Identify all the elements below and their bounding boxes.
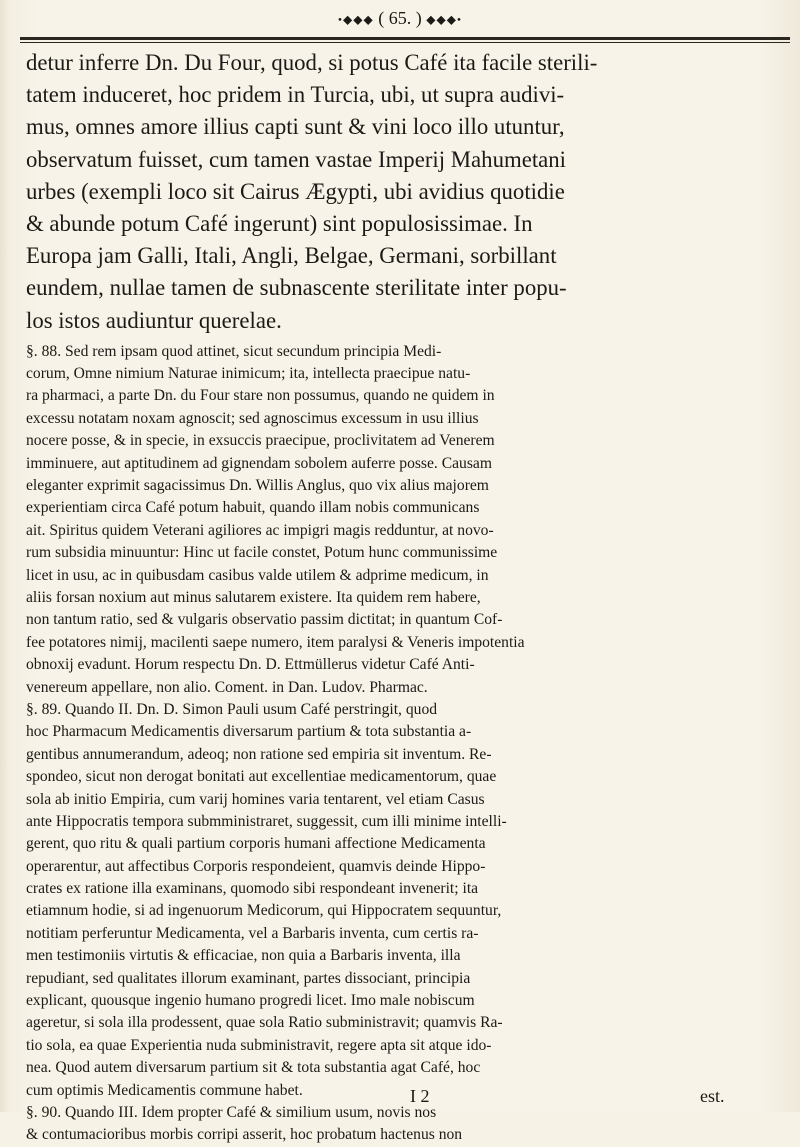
text-line: eleganter exprimit sagacissimus Dn. Willis Anglus, quo vix alius majorem <box>26 477 489 495</box>
text-line: repudiant, sed qualitates illorum examinant, partes dissociant, principia <box>26 969 471 987</box>
numbered-sections <box>26 341 784 1147</box>
page-footer <box>0 1086 800 1110</box>
text-line: observatum fuisset, cum tamen vastae Imperij Mahumetani <box>26 146 567 172</box>
text-line: licet in usu, ac in quibusdam casibus valde utilem & adprime medicum, in <box>26 566 489 584</box>
text-line: eundem, nullae tamen de subnascente sterilitate inter popu- <box>26 275 567 301</box>
text-line: los istos audiuntur querelae. <box>26 307 282 333</box>
page-number: ( 65. ) <box>378 8 422 28</box>
text-line: gerent, quo ritu & quali partium corporis humani affectione Medicamenta <box>26 835 486 853</box>
text-line: ait. Spiritus quidem Veterani agiliores ac impigri magis redduntur, at novo- <box>26 521 494 539</box>
signature-mark: I 2 <box>410 1086 430 1106</box>
text-line: ageretur, si sola illa prodessent, quae sola Ratio subministravit; quamvis Ra- <box>26 1014 503 1032</box>
text-line: men testimoniis virtutis & efficaciae, non quia a Barbaris inventa, illa <box>26 947 461 965</box>
text-line: nocere posse, & in specie, in exsuccis praecipue, proclivitatem ad Venerem <box>26 432 495 450</box>
text-line: fee potatores nimij, macilenti saepe numero, item paralysi & Veneris impotentia <box>26 633 525 651</box>
text-line: obnoxij evadunt. Horum respectu Dn. D. Ettmüllerus videtur Café Anti- <box>26 656 475 674</box>
text-line: tatem induceret, hoc pridem in Turcia, ubi, ut supra audivi- <box>26 82 565 108</box>
main-paragraph <box>26 47 784 337</box>
text-line: §. 90. Quando III. Idem propter Café & similium usum, novis nos <box>26 1103 437 1121</box>
text-line: gentibus annumerandum, adeoq; non ratione sed empiria sit inventum. Re- <box>26 745 492 763</box>
text-line: Europa jam Galli, Itali, Angli, Belgae, Germani, sorbillant <box>26 243 557 269</box>
text-line: venereum appellare, non alio. Coment. in Dan. Ludov. Pharmac. <box>26 678 428 696</box>
ornament-left: •◆◆◆ <box>337 12 374 27</box>
text-line: ante Hippocratis tempora submministraret, suggessit, cum illi minime intelli- <box>26 812 507 830</box>
text-line: operarentur, aut affectibus Corporis respondeient, quamvis deinde Hippo- <box>26 857 486 875</box>
text-line: hoc Pharmacum Medicamentis diversarum partium & tota substantia a- <box>26 723 472 741</box>
text-line: non tantum ratio, sed & vulgaris observatio passim dictitat; in quantum Cof- <box>26 611 503 629</box>
text-line: urbes (exempli loco sit Cairus Ægypti, ubi avidius quotidie <box>26 178 565 204</box>
text-line: & abunde potum Café ingerunt) sint populosissimae. In <box>26 210 533 236</box>
text-line: rum subsidia minuuntur: Hinc ut facile constet, Potum hunc communissime <box>26 544 498 562</box>
text-line: notitiam perferuntur Medicamenta, vel a Barbaris inventa, cum certis ra- <box>26 924 479 942</box>
header-rule-thin <box>20 42 790 43</box>
text-line: detur inferre Dn. Du Four, quod, si potus Café ita facile sterili- <box>26 50 598 75</box>
text-line: spondeo, sicut non derogat bonitati aut excellentiae medicamentorum, quae <box>26 768 497 786</box>
text-line: etiamnum hodie, si ad ingenuorum Medicorum, qui Hippocratem sequuntur, <box>26 902 502 920</box>
text-line: sola ab initio Empiria, cum varij homines varia tentarent, vel etiam Casus <box>26 790 485 808</box>
ornament-right: ◆◆◆• <box>426 12 463 27</box>
text-line: excessu notatam noxam agnoscit; sed agnoscimus excessum in usu illius <box>26 409 479 427</box>
text-line: cum optimis Medicamentis commune habet. <box>26 1081 303 1099</box>
text-line: mus, omnes amore illius capti sunt & vini loco illo utuntur, <box>26 114 565 140</box>
text-line: aliis forsan noxium aut minus salutarem existere. Ita quidem rem habere, <box>26 588 481 606</box>
text-line: imminuere, aut aptitudinem ad gignendam sobolem auferre posse. Causam <box>26 454 492 472</box>
text-line: nea. Quod autem diversarum partium sit & tota substantia agat Café, hoc <box>26 1059 481 1077</box>
text-line: corum, Omne nimium Naturae inimicum; ita, intellecta praecipue natu- <box>26 365 471 383</box>
text-line: explicant, quousque ingenio humano progredi licet. Imo male nobiscum <box>26 992 475 1010</box>
text-line: tio sola, ea quae Experientia nuda subministravit, regere apta sit atque ido- <box>26 1036 492 1054</box>
header-rule-thick <box>20 37 790 40</box>
text-line: experientiam circa Café potum habuit, quando illam nobis communicans <box>26 499 480 517</box>
text-line: crates ex ratione illa examinans, quomodo sibi respondeant invenerit; ita <box>26 880 479 898</box>
text-line: §. 88. Sed rem ipsam quod attinet, sicut secundum principia Medi- <box>26 342 442 360</box>
page-header <box>0 8 800 36</box>
text-line: ra pharmaci, a parte Dn. du Four stare non possumus, quando ne quidem in <box>26 387 495 405</box>
catchword: est. <box>700 1086 725 1106</box>
text-line: §. 89. Quando II. Dn. D. Simon Pauli usum Café perstringit, quod <box>26 700 438 718</box>
body-text <box>26 47 784 1147</box>
text-line: & contumacioribus morbis corripi asserit, hoc probatum hactenus non <box>26 1126 463 1144</box>
